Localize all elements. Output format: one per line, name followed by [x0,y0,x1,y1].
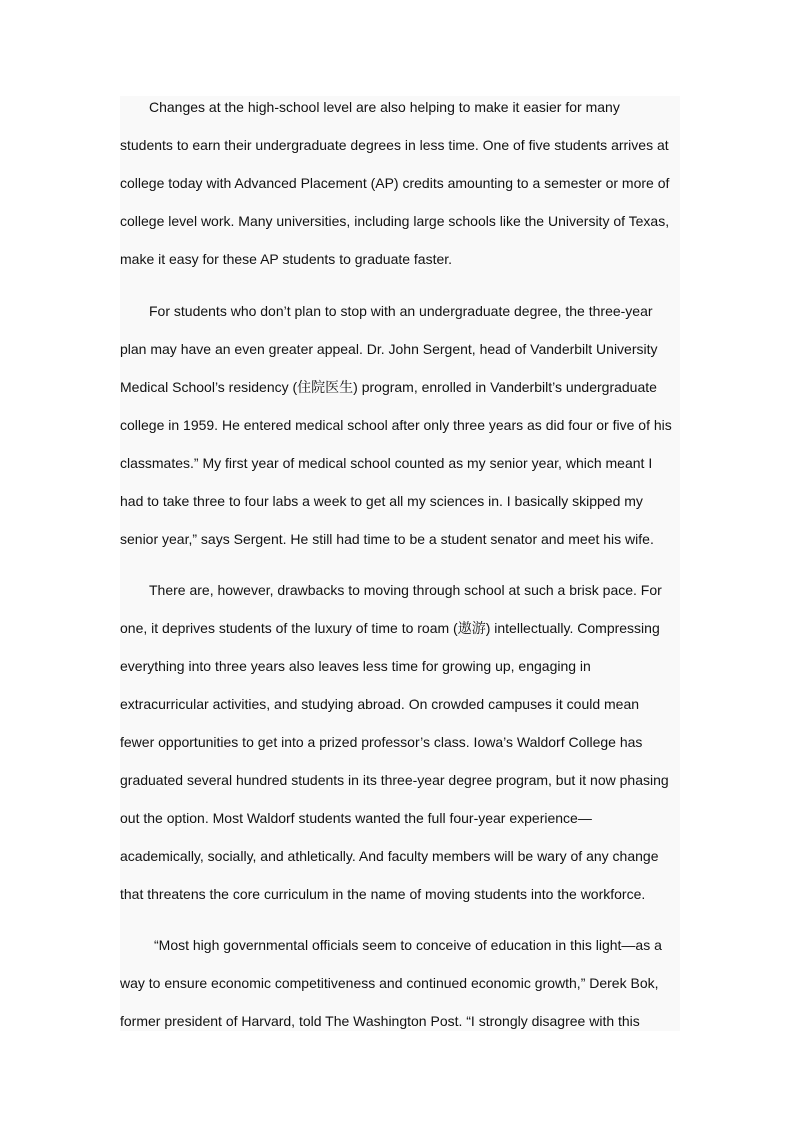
paragraph-line: For students who don’t plan to stop with an undergraduate degree, the three-year [149,303,653,319]
paragraph-line: had to take three to four labs a week to get all my sciences in. I basically skipped my [120,493,643,509]
paragraph-ap-credits [120,96,680,286]
paragraph-line: make it easy for these AP students to graduate faster. [120,251,453,267]
paragraph-line: “Most high governmental officials seem to conceive of education in this light—as a [154,937,662,953]
paragraph-sergent [120,300,680,566]
paragraph-line: students to earn their undergraduate degrees in less time. One of five students arrives at [120,137,669,153]
paragraph-line: former president of Harvard, told The Washington Post. “I strongly disagree with this [120,1013,640,1029]
paragraph-line: Medical School’s residency (住院医生) program, enrolled in Vanderbilt’s undergraduate [120,379,657,395]
paragraph-line: plan may have an even greater appeal. Dr. John Sergent, head of Vanderbilt University [120,341,658,357]
paragraph-line: that threatens the core curriculum in the name of moving students into the workforce. [120,886,646,902]
paragraph-line: college level work. Many universities, including large schools like the University of Texas, [120,213,670,229]
paragraph-line: one, it deprives students of the luxury of time to roam (遨游) intellectually. Compressing [120,620,660,636]
paragraph-line: Changes at the high-school level are also helping to make it easier for many [149,99,620,115]
paragraph-line: extracurricular activities, and studying abroad. On crowded campuses it could mean [120,696,640,712]
paragraph-line: everything into three years also leaves less time for growing up, engaging in [120,658,591,674]
text-block [120,96,680,1031]
paragraph-line: out the option. Most Waldorf students wanted the full four-year experience— [120,810,592,826]
paragraph-drawbacks [120,579,680,921]
paragraph-bok-quote [120,934,680,1048]
paragraph-line: academically, socially, and athletically. And faculty members will be wary of any change [120,848,659,864]
paragraph-line: fewer opportunities to get into a prized professor’s class. Iowa’s Waldorf College has [120,734,643,750]
paragraph-line: way to ensure economic competitiveness and continued economic growth,” Derek Bok, [120,975,659,991]
paragraph-line: There are, however, drawbacks to moving through school at such a brisk pace. For [149,582,662,598]
paragraph-line: graduated several hundred students in its three-year degree program, but it now phasing [120,772,669,788]
paragraph-line: college in 1959. He entered medical school after only three years as did four or five of his [120,417,672,433]
paragraph-line: college today with Advanced Placement (AP) credits amounting to a semester or more of [120,175,670,191]
paragraph-line: senior year,” says Sergent. He still had time to be a student senator and meet his wife. [120,531,654,547]
paragraph-line: classmates.” My first year of medical school counted as my senior year, which meant I [120,455,653,471]
